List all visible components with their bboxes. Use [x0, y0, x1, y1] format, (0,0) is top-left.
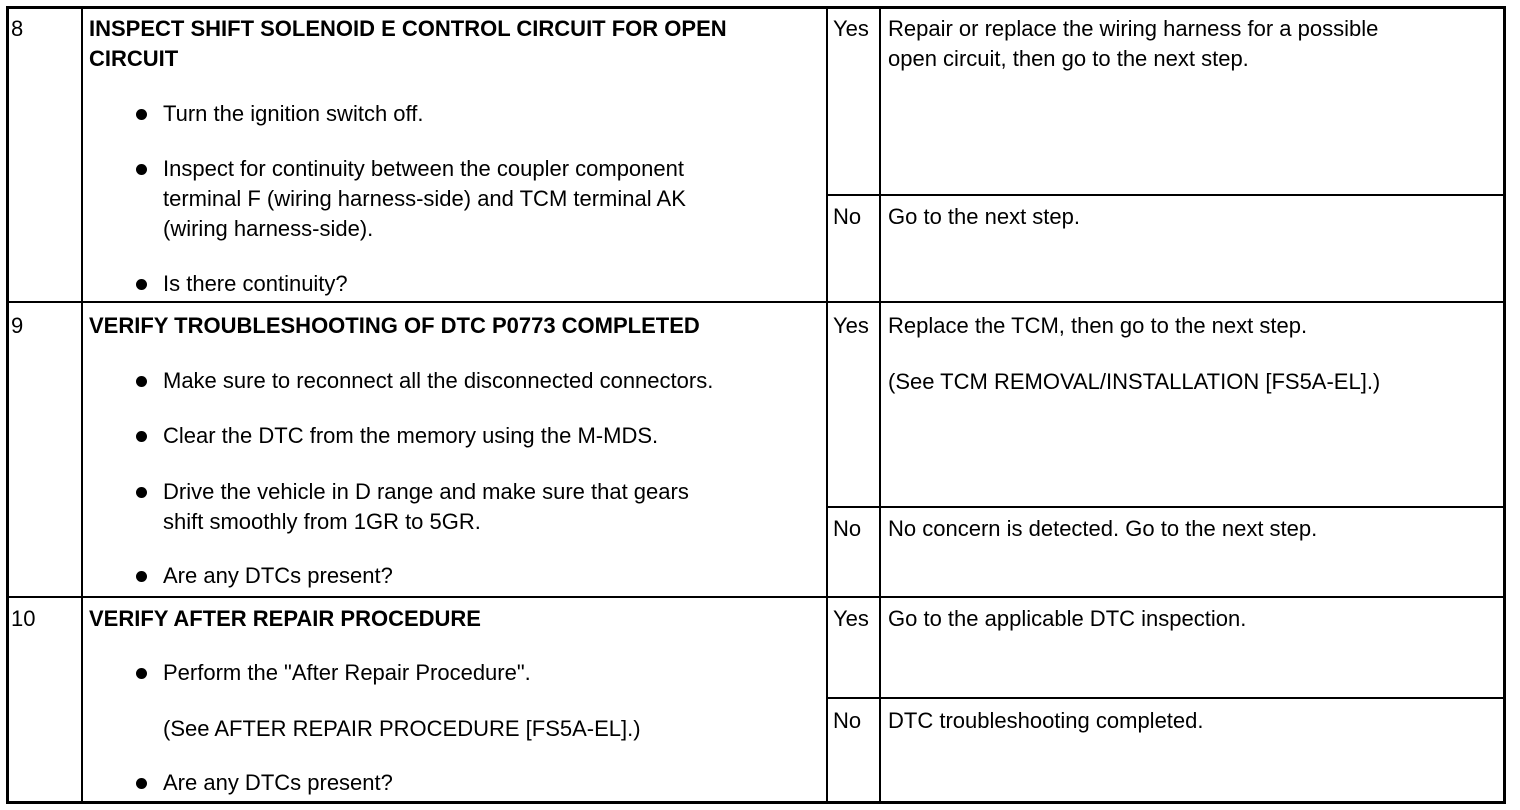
bullet-dot — [136, 431, 147, 442]
bullet-text: Inspect for continuity between the coupler component — [163, 156, 684, 181]
yes-action: Repair or replace the wiring harness for a possible — [888, 16, 1379, 41]
bullet-dot — [136, 487, 147, 498]
bullet-text: Make sure to reconnect all the disconnected connectors. — [163, 368, 714, 393]
yes-label: Yes — [833, 16, 869, 41]
bullet-text: Are any DTCs present? — [163, 563, 393, 588]
bullet-dot — [136, 164, 147, 175]
no-action: DTC troubleshooting completed. — [888, 708, 1204, 733]
step-title-line: INSPECT SHIFT SOLENOID E CONTROL CIRCUIT FOR OPEN — [89, 16, 727, 41]
yes-action: open circuit, then go to the next step. — [888, 46, 1249, 71]
yes-no-divider-9 — [826, 506, 1506, 508]
yes-label: Yes — [833, 313, 869, 338]
yes-no-divider-8 — [826, 194, 1506, 196]
no-action: Go to the next step. — [888, 204, 1081, 229]
column-divider-answer — [879, 6, 881, 804]
row-divider-8-9 — [6, 301, 1506, 303]
bullet-dot — [136, 668, 147, 679]
step-title-line: CIRCUIT — [89, 46, 179, 71]
bullet-text: Clear the DTC from the memory using the M-MDS. — [163, 423, 659, 448]
bullet-text: Is there continuity? — [163, 271, 348, 296]
bullet-text: Turn the ignition switch off. — [163, 101, 424, 126]
step-number: 8 — [11, 16, 24, 41]
yes-action: Replace the TCM, then go to the next step. — [888, 313, 1308, 338]
bullet-dot — [136, 279, 147, 290]
yes-action: Go to the applicable DTC inspection. — [888, 606, 1247, 631]
row-divider-9-10 — [6, 596, 1506, 598]
no-label: No — [833, 708, 862, 733]
bullet-dot — [136, 376, 147, 387]
bullet-dot — [136, 571, 147, 582]
step-title-line: VERIFY AFTER REPAIR PROCEDURE — [89, 606, 481, 631]
yes-note: (See TCM REMOVAL/INSTALLATION [FS5A-EL].) — [888, 369, 1381, 394]
column-divider-number — [81, 6, 83, 804]
step-number: 9 — [11, 313, 24, 338]
reference-note: (See AFTER REPAIR PROCEDURE [FS5A-EL].) — [163, 716, 641, 741]
bullet-text: Perform the "After Repair Procedure". — [163, 660, 531, 685]
bullet-text: Drive the vehicle in D range and make sure that gears — [163, 479, 689, 504]
no-action: No concern is detected. Go to the next step. — [888, 516, 1318, 541]
no-label: No — [833, 516, 862, 541]
column-divider-step — [826, 6, 828, 804]
bullet-text: terminal F (wiring harness-side) and TCM terminal AK — [163, 186, 686, 211]
bullet-text: shift smoothly from 1GR to 5GR. — [163, 509, 481, 534]
step-title-line: VERIFY TROUBLESHOOTING OF DTC P0773 COMPLETED — [89, 313, 700, 338]
bullet-text: Are any DTCs present? — [163, 770, 393, 795]
yes-no-divider-10 — [826, 697, 1506, 699]
bullet-dot — [136, 778, 147, 789]
bullet-dot — [136, 109, 147, 120]
bullet-text: (wiring harness-side). — [163, 216, 374, 241]
step-number: 10 — [11, 606, 36, 631]
no-label: No — [833, 204, 862, 229]
yes-label: Yes — [833, 606, 869, 631]
